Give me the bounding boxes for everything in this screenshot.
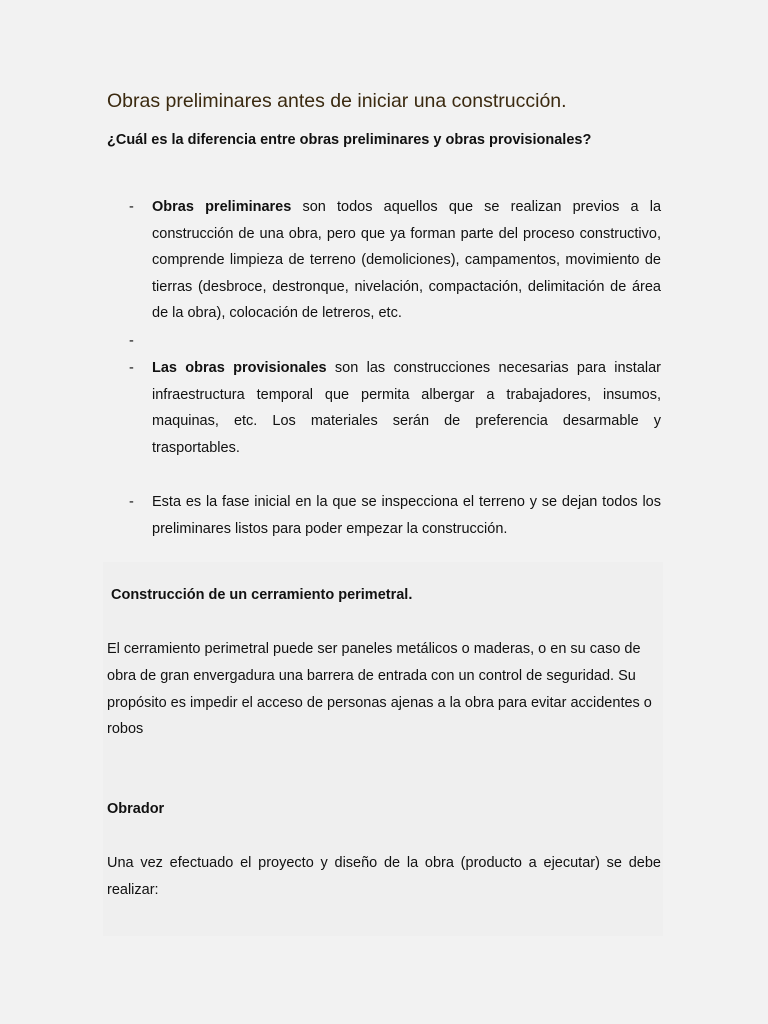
list-item-text — [152, 194, 661, 327]
list-item-body: son las construcciones necesarias para instalar infraestructura temporal que permita albergar a trabajadores, insumos, maquinas, etc. Los materiales serán de preferencia desarmable y trasportables. — [152, 360, 662, 456]
section-heading-obrador: Obrador — [107, 801, 165, 817]
document-subtitle: ¿Cuál es la diferencia entre obras preliminares y obras provisionales? — [107, 132, 592, 148]
list-item-text — [152, 355, 661, 461]
list-dash: - — [129, 199, 134, 215]
section-paragraph-cerramiento: El cerramiento perimetral puede ser paneles metálicos o maderas, o en su caso de obra de gran envergadura una barrera de entrada con un control de seguridad. Su propósito es impedir el acceso de personas ajenas a la obra para evitar accidentes o robos — [107, 641, 652, 738]
list-dash: - — [129, 333, 134, 349]
list-item-bold: Las obras provisionales — [152, 360, 327, 376]
list-item-text: Esta es la fase inicial en la que se inspecciona el terreno y se dejan todos los preliminares listos para poder empezar la construcción. — [152, 494, 661, 537]
list-dash: - — [129, 360, 134, 376]
list-dash: - — [129, 494, 134, 510]
document-title: Obras preliminares antes de iniciar una construcción. — [107, 90, 567, 112]
section-paragraph-obrador: Una vez efectuado el proyecto y diseño de la obra (producto a ejecutar) se debe realizar: — [107, 855, 661, 898]
section-heading-cerramiento: Construcción de un cerramiento perimetral. — [111, 587, 413, 603]
list-item-body: son todos aquellos que se realizan previos a la construcción de una obra, pero que ya forman parte del proceso constructivo, comprende limpieza de terreno (demoliciones), campamentos, movimiento de tierras (desbroce, destronque, nivelación, compactación, delimitación de área de la obra), colocación de letreros, etc. — [152, 199, 662, 322]
list-item-bold: Obras preliminares — [152, 199, 292, 215]
